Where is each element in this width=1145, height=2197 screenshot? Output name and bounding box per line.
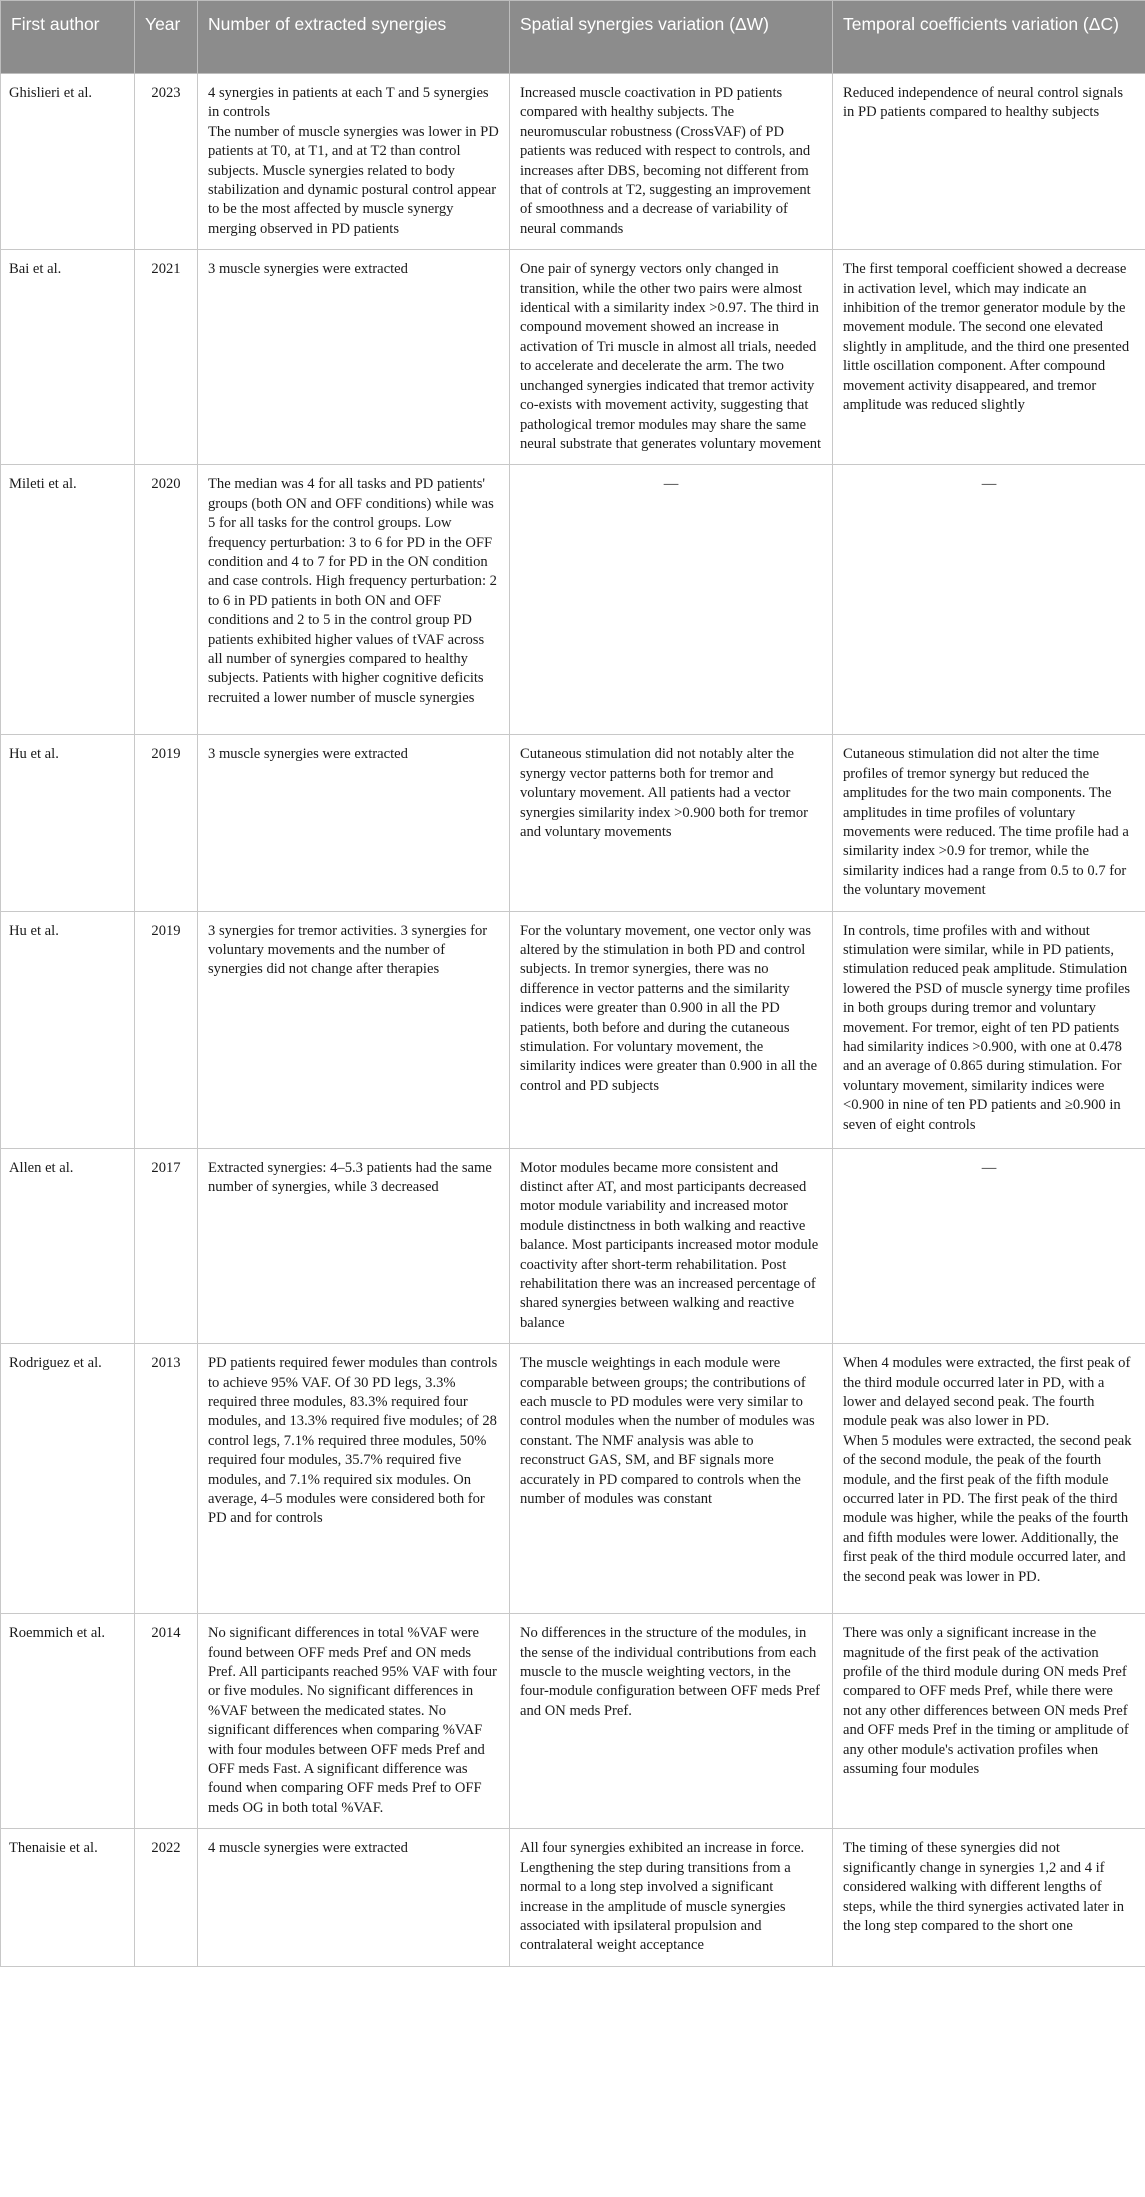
cell-author: Thenaisie et al. xyxy=(1,1829,135,1966)
cell-spatial xyxy=(510,1344,833,1614)
header-temporal: Temporal coefficients variation (ΔC) xyxy=(833,1,1145,74)
table-row xyxy=(1,1148,1145,1344)
cell-spatial xyxy=(510,1614,833,1829)
cell-spatial xyxy=(510,250,833,465)
header-author: First author xyxy=(1,1,135,74)
table-row xyxy=(1,911,1145,1148)
cell-synergies-text: 4 synergies in patients at each T and 5 synergies in controls xyxy=(208,85,489,121)
cell-synergies xyxy=(198,1614,510,1829)
table-row xyxy=(1,74,1145,250)
cell-temporal xyxy=(833,1344,1145,1614)
cell-temporal-text: When 5 modules were extracted, the second peak of the second module, the peak of the fourth module, and the first peak of the fifth module occurred later in PD. The first peak of the third module was higher, while the peaks of the fourth and fifth modules were lower. Additionally, the first peak of the third module occurred later, and the second peak was lower in PD. xyxy=(843,1432,1132,1585)
cell-synergies-text: 3 synergies for tremor activities. 3 synergies for voluntary movements and the number of synergies did not change after therapies xyxy=(208,922,488,978)
header-row xyxy=(1,1,1145,74)
cell-temporal-text: — xyxy=(981,1159,997,1176)
cell-synergies xyxy=(198,465,510,735)
cell-year: 2021 xyxy=(135,250,198,465)
cell-spatial-text: — xyxy=(663,476,679,493)
cell-spatial-text: Motor modules became more consistent and distinct after AT, and most participants decreased motor module variability and increased motor module distinctness in both walking and reactive balance. Most participants increased motor module coactivity after short-term rehabilitation. Post rehabilitation there was an increased percentage of shared synergies between walking and reactive balance xyxy=(520,1159,819,1331)
cell-spatial-text: The muscle weightings in each module were comparable between groups; the contributions of each muscle to PD modules were very similar to control modules when the number of modules was constant. The NMF analysis was able to reconstruct GAS, SM, and BF signals more accurately in PD compared to controls when the number of modules was constant xyxy=(520,1355,815,1508)
cell-synergies-text: 3 muscle synergies were extracted xyxy=(208,261,408,278)
cell-temporal xyxy=(833,1614,1145,1829)
cell-author: Bai et al. xyxy=(1,250,135,465)
cell-temporal-text: Reduced independence of neural control signals in PD patients compared to healthy subjects xyxy=(843,85,1124,121)
cell-year: 2023 xyxy=(135,74,198,250)
cell-author: Rodriguez et al. xyxy=(1,1344,135,1614)
cell-temporal xyxy=(833,735,1145,911)
cell-year: 2020 xyxy=(135,465,198,735)
cell-synergies xyxy=(198,1148,510,1344)
cell-synergies-text: The median was 4 for all tasks and PD patients' groups (both ON and OFF conditions) while was 5 for all tasks for the control groups. Low frequency perturbation: 3 to 6 for PD in the OFF condition and 4 to 7 for PD in the ON condition and case controls. High frequency perturbation: 2 to 6 in PD patients in both ON and OFF conditions and 2 to 5 in the control group PD patients exhibited higher values of tVAF across all number of synergies compared to healthy subjects. Patients with higher cognitive deficits recruited a lower number of muscle synergies xyxy=(208,476,497,706)
cell-spatial-text: All four synergies exhibited an increase in force. Lengthening the step during transitions from a normal to a long step involved a significant increase in the amplitude of muscle synergies associated with ipsilateral propulsion and contralateral weight acceptance xyxy=(520,1840,805,1954)
cell-author: Hu et al. xyxy=(1,911,135,1148)
cell-year: 2017 xyxy=(135,1148,198,1344)
cell-synergies-text: The number of muscle synergies was lower in PD patients at T0, at T1, and at T2 than control subjects. Muscle synergies related to body stabilization and dynamic postural control appear to be the most affected by muscle synergy merging observed in PD patients xyxy=(208,123,499,237)
table-row xyxy=(1,1344,1145,1614)
cell-temporal-text: In controls, time profiles with and without stimulation were similar, while in PD patients, stimulation reduced peak amplitude. Stimulation lowered the PSD of muscle synergy time profiles in both groups during tremor and voluntary movement. For tremor, eight of ten PD patients had similarity indices >0.900, with one at 0.478 and an average of 0.865 during stimulation. For voluntary movement, similarity indices were <0.900 in nine of ten PD patients and ≥0.900 in seven of eight controls xyxy=(843,922,1131,1133)
cell-synergies xyxy=(198,735,510,911)
cell-author: Ghislieri et al. xyxy=(1,74,135,250)
cell-author: Roemmich et al. xyxy=(1,1614,135,1829)
table-row xyxy=(1,465,1145,735)
cell-synergies xyxy=(198,1829,510,1966)
cell-synergies xyxy=(198,1344,510,1614)
cell-temporal-text: The first temporal coefficient showed a decrease in activation level, which may indicate an inhibition of the tremor generator module by the movement module. The second one elevated slightly in amplitude, and the third one presented little oscillation component. After compound movement activity disappeared, and tremor amplitude was reduced slightly xyxy=(843,261,1130,414)
cell-spatial-text: For the voluntary movement, one vector only was altered by the stimulation in both PD and control subjects. In tremor synergies, there was no difference in vector patterns and the similarity indices were greater than 0.900 in all the PD patients, both before and during the cutaneous stimulation. For voluntary movement, the similarity indices were greater than 0.900 in all the control and PD subjects xyxy=(520,922,818,1094)
cell-temporal-text: When 4 modules were extracted, the first peak of the third module occurred later in PD, with a lower and delayed second peak. The fourth module peak was also lower in PD. xyxy=(843,1355,1131,1430)
cell-temporal xyxy=(833,74,1145,250)
cell-spatial-text: Cutaneous stimulation did not notably alter the synergy vector patterns both for tremor and voluntary movement. All patients had a vector synergies similarity index >0.900 both for tremor and voluntary movements xyxy=(520,746,809,840)
cell-spatial-text: One pair of synergy vectors only changed in transition, while the other two pairs were almost identical with a similarity index >0.97. The third in compound movement showed an increase in activation of Tri muscle in almost all trials, needed to accelerate and decelerate the arm. The two unchanged synergies indicated that tremor activity co-exists with movement activity, suggesting that pathological tremor modules may share the same neural substrate that generates voluntary movement xyxy=(520,261,822,452)
cell-temporal xyxy=(833,1148,1145,1344)
header-year: Year xyxy=(135,1,198,74)
cell-temporal xyxy=(833,250,1145,465)
cell-temporal-text: The timing of these synergies did not significantly change in synergies 1,2 and 4 if considered walking with different lengths of steps, while the third synergies activated later in the long step compared to the short one xyxy=(843,1840,1124,1934)
table-row xyxy=(1,1614,1145,1829)
header-spatial: Spatial synergies variation (ΔW) xyxy=(510,1,833,74)
cell-spatial xyxy=(510,1148,833,1344)
table-row xyxy=(1,735,1145,911)
table-body xyxy=(1,74,1145,1967)
table-row xyxy=(1,250,1145,465)
cell-synergies xyxy=(198,74,510,250)
cell-temporal-text: There was only a significant increase in the magnitude of the first peak of the activation profile of the third module during ON meds Pref compared to OFF meds Pref, while there were not any other differences between ON meds Pref and OFF meds Pref in the timing or amplitude of any other module's activation profiles when assuming four modules xyxy=(843,1625,1129,1778)
cell-spatial xyxy=(510,1829,833,1966)
cell-synergies-text: 4 muscle synergies were extracted xyxy=(208,1840,408,1857)
cell-synergies-text: 3 muscle synergies were extracted xyxy=(208,746,408,763)
cell-synergies xyxy=(198,911,510,1148)
cell-spatial xyxy=(510,735,833,911)
cell-synergies xyxy=(198,250,510,465)
cell-spatial xyxy=(510,911,833,1148)
cell-year: 2019 xyxy=(135,735,198,911)
header-synergies: Number of extracted synergies xyxy=(198,1,510,74)
cell-year: 2019 xyxy=(135,911,198,1148)
cell-author: Mileti et al. xyxy=(1,465,135,735)
cell-temporal xyxy=(833,465,1145,735)
cell-author: Allen et al. xyxy=(1,1148,135,1344)
cell-synergies-text: No significant differences in total %VAF were found between OFF meds Pref and ON meds Pref. All participants reached 95% VAF with four or five modules. No significant differences in %VAF between the medicated states. No significant differences when comparing %VAF with four modules between OFF meds Pref and OFF meds Fast. A significant difference was found when comparing OFF meds Pref to OFF meds OG in both total %VAF. xyxy=(208,1625,497,1816)
cell-temporal-text: — xyxy=(981,476,997,493)
table-row xyxy=(1,1829,1145,1966)
cell-year: 2013 xyxy=(135,1344,198,1614)
cell-temporal xyxy=(833,911,1145,1148)
cell-synergies-text: Extracted synergies: 4–5.3 patients had the same number of synergies, while 3 decreased xyxy=(208,1159,492,1195)
cell-spatial-text: No differences in the structure of the modules, in the sense of the individual contributions from each muscle to the muscle weighting vectors, in the four-module configuration between OFF meds Pref and ON meds Pref. xyxy=(520,1625,821,1719)
cell-spatial-text: Increased muscle coactivation in PD patients compared with healthy subjects. The neuromuscular robustness (CrossVAF) of PD patients was reduced with respect to controls, and increases after DBS, becoming not different from that of controls at T2, suggesting an improvement of smoothness and a decrease of variability of neural commands xyxy=(520,85,811,237)
cell-temporal-text: Cutaneous stimulation did not alter the time profiles of tremor synergy but reduced the amplitudes for the two main components. The amplitudes in time profiles of voluntary movements were reduced. The time profile had a similarity index >0.9 for tremor, while the similarity indices had a range from 0.5 to 0.7 for the voluntary movement xyxy=(843,746,1129,899)
cell-spatial xyxy=(510,465,833,735)
cell-spatial xyxy=(510,74,833,250)
cell-synergies-text: PD patients required fewer modules than controls to achieve 95% VAF. Of 30 PD legs, 3.3% required three modules, 83.3% required four modules, and 13.3% required five modules; of 28 control legs, 7.1% required three modules, 50% required four modules, 35.7% required five modules, and 7.1% required six modules. On average, 4–5 modules were considered both for PD and for controls xyxy=(208,1355,498,1527)
cell-year: 2014 xyxy=(135,1614,198,1829)
cell-author: Hu et al. xyxy=(1,735,135,911)
cell-temporal xyxy=(833,1829,1145,1966)
table-header xyxy=(1,1,1145,74)
cell-year: 2022 xyxy=(135,1829,198,1966)
